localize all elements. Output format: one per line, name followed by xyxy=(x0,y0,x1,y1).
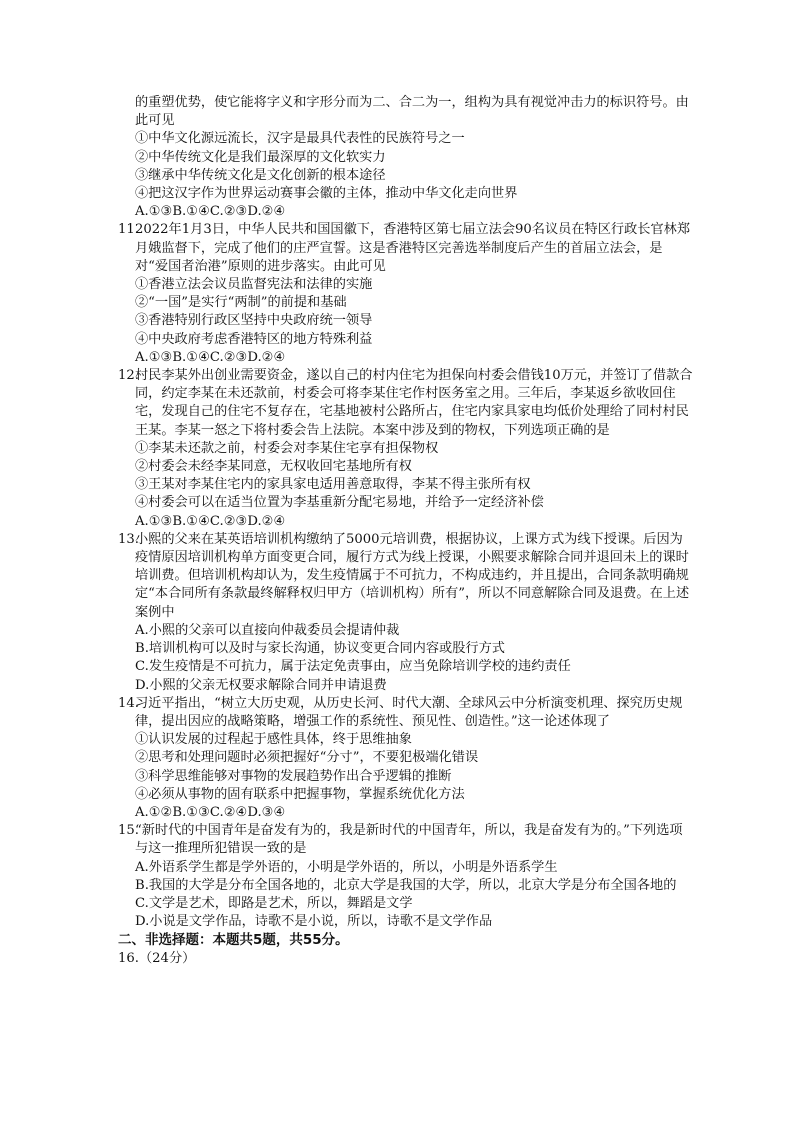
exam-page xyxy=(118,94,694,968)
statement-option: ②村委会未经李某同意，无权收回宅基地所有权 xyxy=(135,459,412,475)
statement-option: ②思考和处理问题时必须把握好“分寸”，不要犯极端化错误 xyxy=(135,750,479,766)
choice-label: B. xyxy=(135,877,149,893)
statement-option: ④把这汉字作为世界运动赛事会徽的主体，推动中华文化走向世界 xyxy=(135,186,518,202)
question-number: 12. xyxy=(118,368,139,384)
statement-option: ③科学思维能够对事物的发展趋势作出合乎逻辑的推断 xyxy=(135,768,452,784)
choice-label: D. xyxy=(135,677,150,693)
statement-option: ③继承中华传统文化是文化创新的根本途径 xyxy=(135,167,386,183)
choice-text: 外语系学生都是学外语的，小明是学外语的，所以，小明是外语系学生 xyxy=(148,859,558,875)
question-number: 14. xyxy=(118,695,139,711)
question-number: 11. xyxy=(118,222,139,238)
statement-option: ④必须从事物的固有联系中把握事物，掌握系统优化方法 xyxy=(135,786,465,802)
question-14 xyxy=(118,695,694,822)
statement-option: ④中央政府考虑香港特区的地方特殊利益 xyxy=(135,331,373,347)
choice-option-b xyxy=(118,877,694,895)
choice-text: 发生疫情是不可抗力，属于法定免责事由，应当免除培训学校的违约责任 xyxy=(148,659,571,675)
question-stem: 习近平指出，“树立大历史观，从历史长河、时代大潮、全球风云中分析演变机理、探究历史规律，提出因应的战略策略，增强工作的系统性、预见性、创造性。”这一论述体现了 xyxy=(135,695,683,729)
choice-text: 我国的大学是分布全国各地的，北京大学是我国的大学，所以，北京大学是分布全国各地的 xyxy=(148,877,677,893)
choice-text: 小说是文学作品，诗歌不是小说，所以，诗歌不是文学作品 xyxy=(149,914,493,930)
choice-option-c xyxy=(118,658,694,676)
choice-text: 小熙的父亲可以直接向仲裁委员会提请仲裁 xyxy=(148,622,400,638)
answer-choices: A.①③B.①④C.②③D.②④ xyxy=(135,204,286,220)
choice-option-d xyxy=(118,913,694,931)
statement-option: ①中华文化源远流长，汉字是最具代表性的民族符号之一 xyxy=(135,131,465,147)
choice-label: A. xyxy=(135,622,149,638)
choice-text: 文学是艺术，即路是艺术，所以，舞蹈是文学 xyxy=(148,895,413,911)
answer-choices: A.①②B.①③C.②④D.③④ xyxy=(135,804,286,820)
statement-option: ①香港立法会议员监督宪法和法律的实施 xyxy=(135,277,373,293)
question-stem: 村民李某外出创业需要资金，遂以自己的村内住宅为担保向村委会借钱10万元，并签订了借款合同，约定李某在未还款前，村委会可将李某住宅作村医务室之用。三年后，李某返乡欲收回住宅，发现自己的住宅不复存在，宅基地被村公路所占，住宅内家具家电均低价处理给了同村村民王某。李某一怒之下将村委会告上法院。本案中涉及到的物权，下列选项正确的是 xyxy=(135,368,693,438)
choice-label: A. xyxy=(135,859,149,875)
question-15 xyxy=(118,822,694,931)
statement-option: ③王某对李某住宅内的家具家电适用善意取得，李某不得主张所有权 xyxy=(135,477,531,493)
question-11 xyxy=(118,221,694,367)
answer-choices: A.①③B.①④C.②③D.②④ xyxy=(135,513,286,529)
question-10-tail xyxy=(118,94,694,221)
choice-text: 小熙的父亲无权要求解除合同并申请退费 xyxy=(149,677,387,693)
choice-label: C. xyxy=(135,659,149,675)
question-stem: 小熙的父来在某英语培训机构缴纳了5000元培训费，根据协议，上课方式为线下授课。后因为疫情原因培训机构单方面变更合同，履行方式为线上授课，小熙要求解除合同并退回未上的课时培训费。但培训机构却认为，发生疫情属于不可抗力，不构成违约，并且提出，合同条款明确规定“本合同所有条款最终解释权归甲方（培训机构）所有”，所以不同意解除合同及退费。在上述案例中 xyxy=(135,531,690,620)
choice-label: D. xyxy=(135,914,150,930)
choice-option-b xyxy=(118,640,694,658)
statement-option: ②中华传统文化是我们最深厚的文化软实力 xyxy=(135,149,386,165)
choice-option-a xyxy=(118,622,694,640)
question-12 xyxy=(118,367,694,531)
choice-label: B. xyxy=(135,641,149,657)
choice-option-d xyxy=(118,677,694,695)
statement-option: ④村委会可以在适当位置为李基重新分配宅易地，并给予一定经济补偿 xyxy=(135,495,544,511)
section-heading: 二、非选择题：本题共5题，共55分。 xyxy=(118,932,349,949)
question-number: 15. xyxy=(118,823,139,839)
question-stem: 的重塑优势，使它能将字义和字形分而为二、合二为一，组构为具有视觉冲击力的标识符号。由此可见 xyxy=(135,95,689,129)
question-stem: 2022年1月3日，中华人民共和国国徽下，香港特区第七届立法会90名议员在特区行政长官林郑月娥监督下，完成了他们的庄严宣誓。这是香港特区完善选举制度后产生的首届立法会，是对“爱国者治港”原则的进步落实。由此可见 xyxy=(135,222,691,274)
question-number: 13. xyxy=(118,531,139,547)
choice-option-a xyxy=(118,859,694,877)
question-13 xyxy=(118,531,694,695)
statement-option: ③香港特别行政区坚持中央政府统一领导 xyxy=(135,313,373,329)
choice-label: C. xyxy=(135,895,149,911)
statement-option: ①李某未还款之前，村委会对李某住宅享有担保物权 xyxy=(135,440,439,456)
question-16-header: 16.（24分） xyxy=(118,950,196,966)
question-stem: “新时代的中国青年是奋发有为的，我是新时代的中国青年，所以，我是奋发有为的。”下列选项与这一推理所犯错误一致的是 xyxy=(135,823,683,857)
statement-option: ①认识发展的过程起于感性具体，终于思维抽象 xyxy=(135,732,412,748)
answer-choices: A.①③B.①④C.②③D.②④ xyxy=(135,349,286,365)
statement-option: ②“一国”是实行“两制”的前提和基础 xyxy=(135,295,347,311)
choice-option-c xyxy=(118,895,694,913)
choice-text: 培训机构可以及时与家长沟通，协议变更合同内容或股行方式 xyxy=(148,641,505,657)
